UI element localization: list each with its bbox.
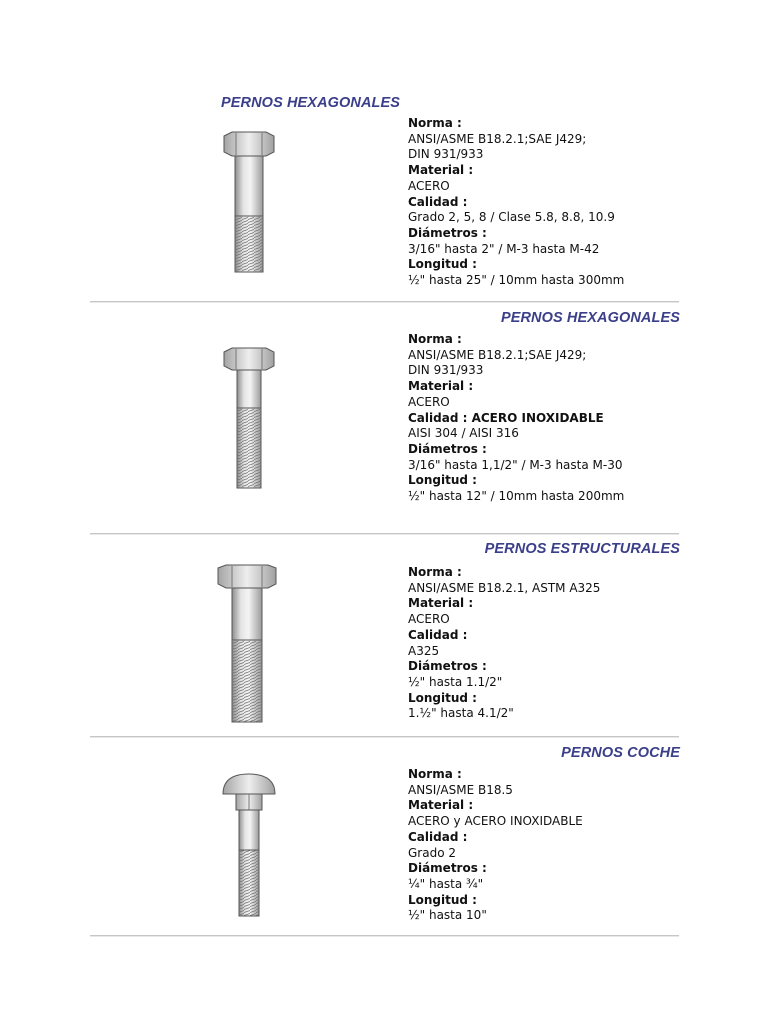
product-specs — [408, 565, 600, 722]
spec-label: Calidad : — [408, 829, 468, 844]
spec-value: DIN 931/933 — [408, 147, 484, 162]
spec-value: ANSI/ASME B18.2.1;SAE J429; — [408, 347, 587, 362]
spec-value: 1.½" hasta 4.1/2" — [408, 706, 514, 721]
spec-label: Longitud : — [408, 892, 477, 907]
product-title: PERNOS HEXAGONALES — [221, 95, 401, 111]
spec-value: ½" hasta 10" — [408, 908, 487, 923]
spec-value: ANSI/ASME B18.2.1;SAE J429; — [408, 131, 587, 146]
spec-label: Material : — [408, 596, 474, 611]
divider — [90, 533, 679, 535]
spec-value: ACERO y ACERO INOXIDABLE — [408, 814, 583, 829]
spec-value: ANSI/ASME B18.5 — [408, 782, 513, 797]
product-specs — [408, 116, 624, 289]
product-specs — [408, 332, 624, 505]
spec-label: Longitud : — [408, 473, 477, 488]
spec-label: Longitud : — [408, 257, 477, 272]
spec-value: 3/16" hasta 1,1/2" / M-3 hasta M-30 — [408, 457, 623, 472]
divider — [90, 736, 679, 738]
spec-value: A325 — [408, 643, 440, 658]
carriage-bolt-image — [220, 772, 278, 922]
spec-value: ANSI/ASME B18.2.1, ASTM A325 — [408, 580, 601, 595]
spec-value: Grado 2, 5, 8 / Clase 5.8, 8.8, 10.9 — [408, 210, 615, 225]
spec-label: Longitud : — [408, 690, 477, 705]
structural-bolt-image — [214, 563, 280, 725]
product-title: PERNOS COCHE — [561, 745, 680, 761]
spec-label: Material : — [408, 163, 474, 178]
spec-value: ½" hasta 12" / 10mm hasta 200mm — [408, 489, 625, 504]
product-title: PERNOS HEXAGONALES — [500, 310, 680, 326]
spec-label: Norma : — [408, 332, 462, 346]
spec-label: Norma : — [408, 767, 462, 781]
spec-label: Calidad : ACERO INOXIDABLE — [408, 410, 604, 425]
spec-value: ACERO — [408, 178, 450, 193]
spec-value: DIN 931/933 — [408, 363, 484, 378]
spec-label: Diámetros : — [408, 659, 487, 674]
divider — [90, 301, 679, 303]
divider — [90, 935, 679, 937]
spec-label: Diámetros : — [408, 441, 487, 456]
spec-value: 3/16" hasta 2" / M-3 hasta M-42 — [408, 241, 600, 256]
spec-label: Calidad : — [408, 194, 468, 209]
spec-value: ½" hasta 1.1/2" — [408, 674, 503, 689]
spec-value: Grado 2 — [408, 845, 456, 860]
spec-label: Norma : — [408, 116, 462, 130]
spec-label: Calidad : — [408, 627, 468, 642]
spec-value: ACERO — [408, 612, 450, 627]
spec-value: ¼" hasta ¾" — [408, 876, 484, 891]
spec-value: AISI 304 / AISI 316 — [408, 426, 519, 441]
hex-bolt-image — [218, 346, 280, 491]
spec-label: Material : — [408, 379, 474, 394]
product-title: PERNOS ESTRUCTURALES — [484, 541, 680, 557]
spec-label: Material : — [408, 798, 474, 813]
spec-label: Diámetros : — [408, 225, 487, 240]
spec-value: ½" hasta 25" / 10mm hasta 300mm — [408, 273, 625, 288]
product-specs — [408, 767, 583, 924]
hex-bolt-image — [218, 130, 280, 275]
spec-label: Diámetros : — [408, 861, 487, 876]
spec-value: ACERO — [408, 394, 450, 409]
spec-label: Norma : — [408, 565, 462, 579]
